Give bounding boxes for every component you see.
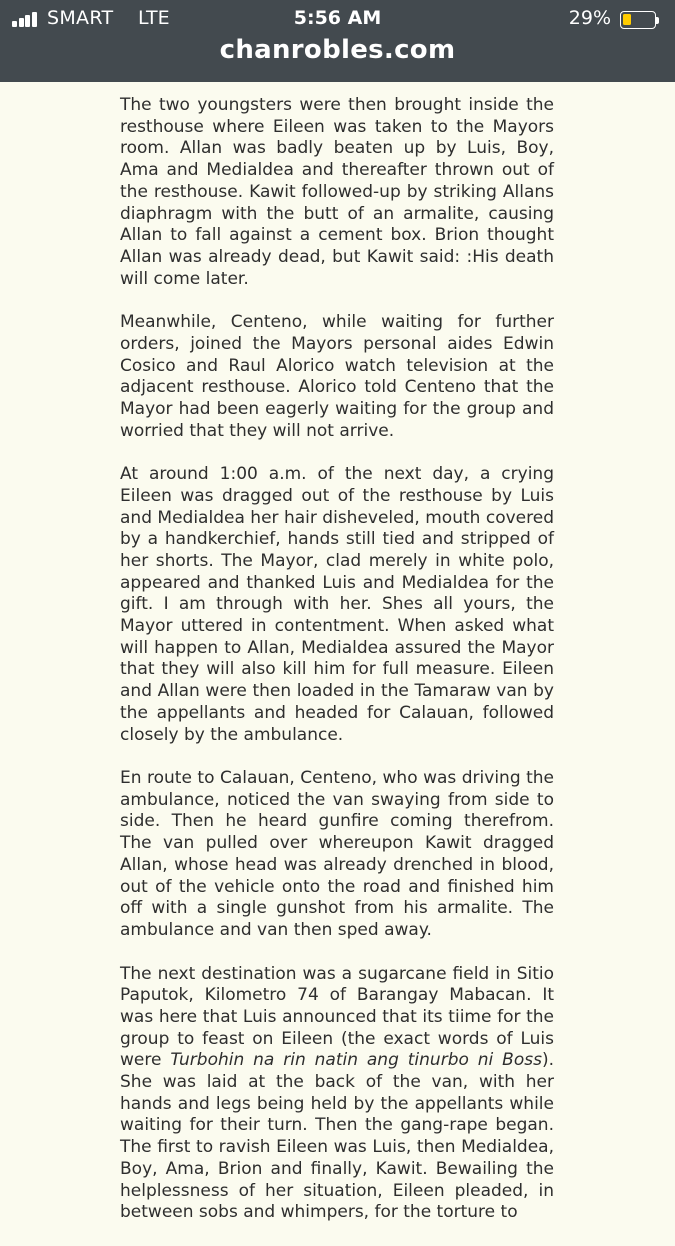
top-bar: [0, 0, 675, 82]
article-paragraph-1: The two youngsters were then brought inside the resthouse where Eileen was taken to the Mayors room. Allan was badly beaten up by Luis, Boy, Ama and Medialdea and thereafter thrown out of the resthouse. Kawit followed-up by striking Allans diaphragm with the butt of an armalite, causing Allan to fall against a cement box. Brion thought Allan was already dead, but Kawit said: :His death will come later.: [120, 95, 554, 289]
article-body: [120, 95, 554, 1246]
article-paragraph-4: En route to Calauan, Centeno, who was driving the ambulance, noticed the van swaying from side to side. Then he heard gunfire coming therefrom. The van pulled over whereupon Kawit dragged Allan, whose head was already drenched in blood, out of the vehicle onto the road and finished him off with a single gunshot from his armalite. The ambulance and van then sped away.: [120, 768, 554, 940]
carrier-name: SMART: [47, 7, 114, 29]
article-paragraph-5: [120, 964, 554, 1224]
network-type: LTE: [138, 7, 170, 29]
battery-icon: [620, 11, 660, 29]
article-paragraph-3: At around 1:00 a.m. of the next day, a crying Eileen was dragged out of the resthouse by Luis and Medialdea her hair disheveled, mouth covered by a handkerchief, hands still tied and stripped of her shorts. The Mayor, clad merely in white polo, appeared and thanked Luis and Medialdea for the gift. I am through with her. Shes all yours, the Mayor uttered in contentment. When asked what will happen to Allan, Medialdea assured the Mayor that they will also kill him for full measure. Eileen and Allan were then loaded in the Tamaraw van by the appellants and headed for Calauan, followed closely by the ambulance.: [120, 464, 554, 745]
paragraph-5-text-start: The next destination was a sugarcane field in Sitio Paputok, Kilometro 74 of Barangay Mabacan. It was here that Luis announced that its tiime for the group to feast on Eileen (the exact words of Luis were: [120, 963, 554, 1071]
address-bar-url[interactable]: chanrobles.com: [219, 35, 456, 65]
paragraph-5-italic-quote: Turbohin na rin natin ang tinurbo ni Boss: [170, 1050, 542, 1071]
article-paragraph-2: Meanwhile, Centeno, while waiting for further orders, joined the Mayors personal aides Edwin Cosico and Raul Alorico watch television at the adjacent resthouse. Alorico told Centeno that the Mayor had been eagerly waiting for the group and worried that they will not arrive.: [120, 312, 554, 441]
status-bar: [0, 4, 675, 34]
paragraph-5-text-end: ). She was laid at the back of the van, with her hands and legs being held by the appellants while waiting for their turn. Then the gang-rape began. The first to ravish Eileen was Luis, then Medialdea, Boy, Ama, Brion and finally, Kawit. Bewailing the helplessness of her situation, Eileen pleaded, in between sobs and whimpers, for the torture to: [120, 1050, 555, 1223]
battery-percentage: 29%: [568, 7, 611, 29]
battery-level-fill: [623, 14, 631, 25]
clock: 5:56 AM: [293, 7, 382, 29]
